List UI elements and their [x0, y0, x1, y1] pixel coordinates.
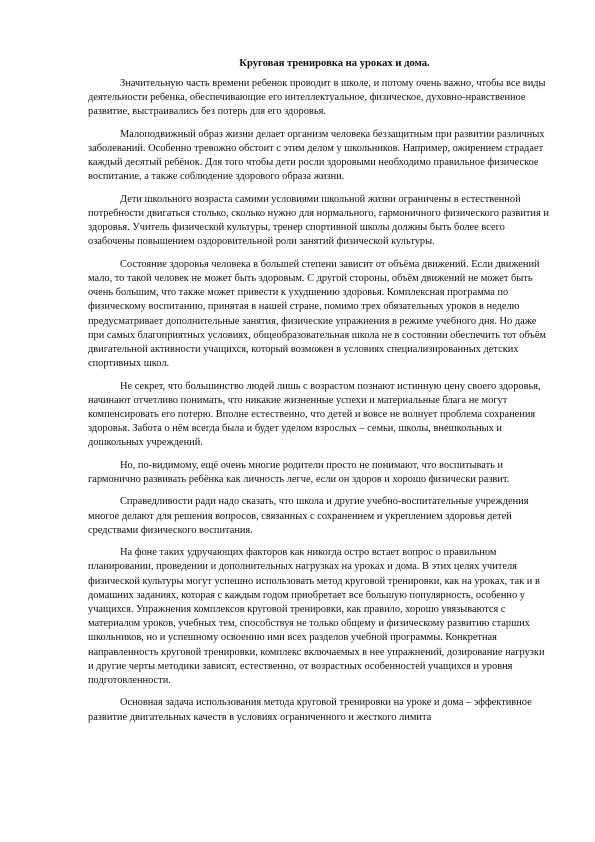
paragraph-1: Значительную часть времени ребенок проводит в школе, и потому очень важно, чтобы все виды деятельности ребенка, обеспечивающие его интеллектуальное, физическое, духовно-нравственное развитие, выстраивались без потерь для его здоровья. — [88, 78, 546, 118]
paragraph-5: Не секрет, что большинство людей лишь с возрастом познают истинную цену своего здоровья, начинают отчетливо понимать, что никакие жизненные успехи и материальные блага не могут компенсировать его потерю. Вполне естественно, что детей и вовсе не волнует проблема сохранения здоровья. Забота о нём всегда была и будет уделом взрослых – семьи, школы, внешкольных и дошкольных учреждений. — [88, 380, 541, 449]
paragraph-8: На фоне таких удручающих факторов как никогда остро встает вопрос о правильном планировании, проведении и дополнительных нагрузках на уроках и дома. В этих целях учителя физической культуры могут успешно использовать метод круговой тренировки, как на уроках, так и в домашних заданиях, которая с каждым годом приобретает все большую популярность, особенно у учащихся. Упражнения комплексов круговой тренировки, как правило, хорошо увязываются с материалом уроков, учебных тем, способствуя не только общему и физическому развитию старших школьников, но и успешному освоению ими всех разделов учебной программы. Конкретная направленность круговой тренировки, комплекс включаемых в нее упражнений, дозирование нагрузки и другие черты методики зависят, естественно, от возрастных особенностей учащихся и уровня подготовленности. — [88, 547, 545, 687]
document-body — [88, 57, 551, 733]
paragraph-9: Основная задача использования метода круговой тренировки на уроке и дома – эффективное развитие двигательных качеств в условиях ограниченного и жесткого лимита — [88, 697, 532, 723]
paragraph-3: Дети школьного возраста самими условиями школьной жизни ограничены в естественной потребности двигаться столько, сколько нужно для нормального, гармоничного физического развития и здоровья. Учитель физической культуры, тренер спортивной школы должны быть более всего озабочены повышением оздоровительной роли занятий физической культуры. — [88, 193, 549, 248]
paragraph-4: Состояние здоровья человека в большей степени зависит от объёма движений. Если движений мало, то такой человек не может быть здоровым. С другой стороны, объём движений не может быть очень большим, что также может привести к ухудшению здоровья. Комплексная программа по физическому воспитанию, принятая в нашей стране, помимо трех обязательных уроков в неделю предусматривает дополнительные занятия, физические упражнения в режиме учебного дня. Но даже при самых благоприятных условиях, общеобразовательная школа не в состоянии обеспечить тот объём двигательной активности учащихся, который возможен в условиях специализированных детских спортивных школ. — [88, 258, 546, 370]
paragraph-7: Справедливости ради надо сказать, что школа и другие учебно-воспитательные учреждения многое делают для решения вопросов, связанных с сохранением и укреплением здоровья детей средствами физического воспитания. — [88, 496, 529, 536]
paragraph-2: Малоподвижный образ жизни делает организм человека беззащитным при развитии различных заболеваний. Особенно тревожно обстоит с этим делом у школьников. Например, ожирением страдает каждый десятый ребёнок. Для того чтобы дети росли здоровыми необходимо правильное физическое воспитание, а также соблюдение здорового образа жизни. — [88, 128, 545, 183]
paragraph-6: Но, по-видимому, ещё очень многие родители просто не понимают, что воспитывать и гармонично развивать ребёнка как личность легче, если он здоров и хорошо физически развит. — [88, 459, 510, 486]
document-title: Круговая тренировка на уроках и дома. — [239, 58, 430, 69]
